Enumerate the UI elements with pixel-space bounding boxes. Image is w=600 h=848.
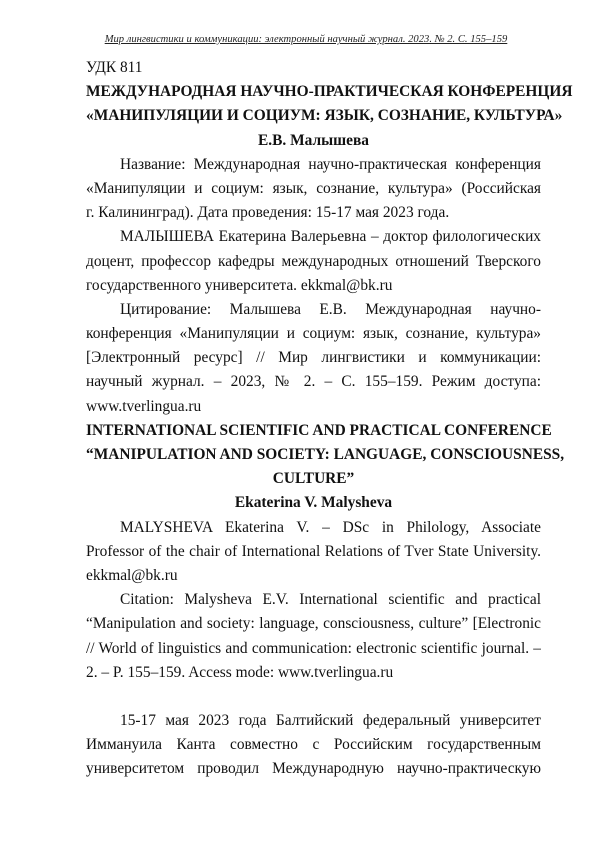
text-line: ekkmal@bk.ru bbox=[86, 564, 541, 588]
ru-citation-paragraph bbox=[86, 298, 541, 419]
text-line: Иммануила Канта совместно с Российским государственным bbox=[86, 733, 541, 757]
text-line: МАЛЫШЕВА Екатерина Валерьевна – доктор филологических bbox=[86, 225, 541, 249]
text-line: университетом проводил Международную научно-практическую bbox=[86, 757, 541, 781]
text-line: научный журнал. – 2023, № 2. – С. 155–159. Режим доступа: bbox=[86, 370, 541, 394]
en-author: Ekaterina V. Malysheva bbox=[86, 491, 541, 515]
en-title-line: “MANIPULATION AND SOCIETY: LANGUAGE, CONSCIOUSNESS, bbox=[86, 443, 541, 467]
running-header: Мир лингвистики и коммуникации: электронный научный журнал. 2023. № 2. С. 155–159 bbox=[0, 34, 600, 45]
text-line: // World of linguistics and communication: electronic scientific journal. – bbox=[86, 637, 541, 661]
ru-author: Е.В. Малышева bbox=[86, 129, 541, 153]
text-line: www.tverlingua.ru bbox=[86, 395, 541, 419]
en-title-line: CULTURE” bbox=[86, 467, 541, 491]
text-line: г. Калининград). Дата проведения: 15-17 мая 2023 года. bbox=[86, 201, 541, 225]
blank-line bbox=[86, 685, 541, 709]
ru-name-paragraph bbox=[86, 153, 541, 226]
text-line: доцент, профессор кафедры международных отношений Тверского bbox=[86, 250, 541, 274]
text-line: 2. – P. 155–159. Access mode: www.tverlingua.ru bbox=[86, 661, 541, 685]
ru-title-line: МЕЖДУНАРОДНАЯ НАУЧНО-ПРАКТИЧЕСКАЯ КОНФЕРЕНЦИЯ bbox=[86, 80, 541, 104]
text-line: Цитирование: Малышева Е.В. Международная научно- bbox=[86, 298, 541, 322]
document-body bbox=[86, 56, 541, 782]
text-line: Professor of the chair of International Relations of Tver State University. bbox=[86, 540, 541, 564]
text-line: Citation: Malysheva E.V. International scientific and practical bbox=[86, 588, 541, 612]
text-line: конференция «Манипуляции и социум: язык, сознание, культура» bbox=[86, 322, 541, 346]
en-citation-paragraph bbox=[86, 588, 541, 685]
text-line: [Электронный ресурс] // Мир лингвистики и коммуникации: bbox=[86, 346, 541, 370]
main-paragraph bbox=[86, 709, 541, 782]
ru-author-paragraph bbox=[86, 225, 541, 298]
text-line: “Manipulation and society: language, consciousness, culture” [Electronic bbox=[86, 612, 541, 636]
text-line: Название: Международная научно-практическая конференция bbox=[86, 153, 541, 177]
ru-title-line: «МАНИПУЛЯЦИИ И СОЦИУМ: ЯЗЫК, СОЗНАНИЕ, КУЛЬТУРА» bbox=[86, 104, 541, 128]
en-title-line: INTERNATIONAL SCIENTIFIC AND PRACTICAL CONFERENCE bbox=[86, 419, 541, 443]
en-author-paragraph bbox=[86, 516, 541, 589]
text-line: 15-17 мая 2023 года Балтийский федеральный университет bbox=[86, 709, 541, 733]
text-line: государственного университета. ekkmal@bk.ru bbox=[86, 274, 541, 298]
udk-code: УДК 811 bbox=[86, 56, 541, 80]
text-line: MALYSHEVA Ekaterina V. – DSc in Philology, Associate bbox=[86, 516, 541, 540]
text-line: «Манипуляции и социум: язык, сознание, культура» (Российская bbox=[86, 177, 541, 201]
